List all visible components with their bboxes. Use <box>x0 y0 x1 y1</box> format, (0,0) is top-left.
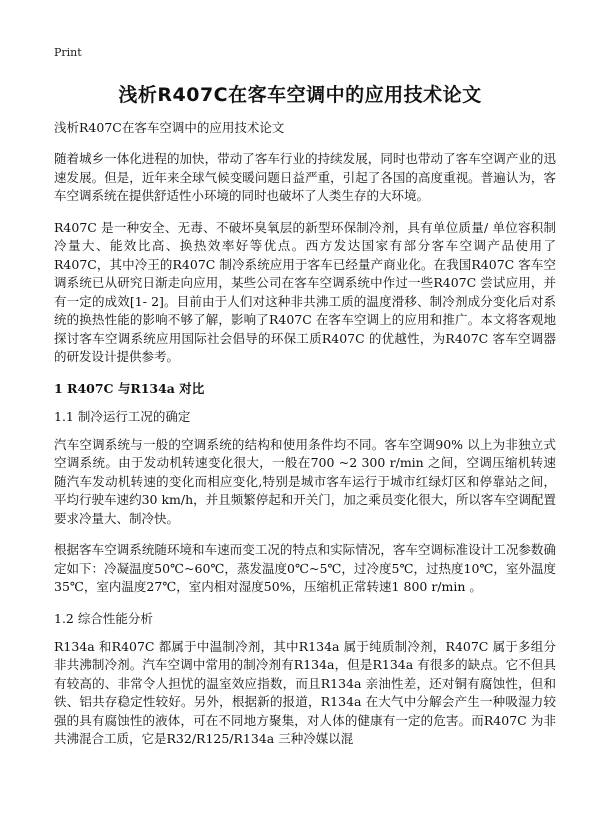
article-subtitle: 浅析R407C在客车空调中的应用技术论文 <box>54 120 285 135</box>
heading-section-1: 1 R407C 与R134a 对比 <box>54 380 205 396</box>
paragraph-intro: 随着城乡一体化进程的加快，带动了客车行业的持续发展，同时也带动了客车空调产业的迅速发展。但是，近年来全球气候变暖问题日益严重，引起了各国的高度重视。普遍认为，客车空调系统在提供舒适性小环境的同时也破坏了人类生存的大环境。 <box>54 151 556 203</box>
page-title: 浅析R407C在客车空调中的应用技术论文 <box>118 84 482 106</box>
heading-section-1-2: 1.2 综合性能分析 <box>54 610 153 626</box>
paragraph-r407c: R407C 是一种安全、无毒、不破坏臭氧层的新型环保制冷剂，具有单位质量/ 单位容积制冷量大、能效比高、换热效率好等优点。西方发达国家有部分客车空调产品使用了R407C，其中冷王的R407C 制冷系统应用于客车已经量产商业化。在我国R407C 客车空调系统已从研究日渐走向应用，某些公司在客车空调系统中作过一些R407C 尝试应用，并有一定的成效[1- 2]。目前由于人们对这种非共沸工质的温度滑移、制冷剂成分变化后对系统的换热性能的影响不够了解，影响了R407C 在客车空调上的应用和推广。本文将客观地探讨客车空调系统应用国际社会倡导的环保工质R407C 的优越性，为R407C 客车空调器的研发设计提供参考。 <box>54 219 556 364</box>
print-link[interactable]: Print <box>54 46 82 59</box>
paragraph-analysis: R134a 和R407C 都属于中温制冷剂，其中R134a 属于纯质制冷剂，R407C 属于多组分非共沸制冷剂。汽车空调中常用的制冷剂有R134a，但是R134a 有很多的缺点。它不但具有较高的、非常令人担忧的温室效应指数，而且R134a 亲油性差，还对铜有腐蚀性，但和铁、铝共存稳定性较好。另外，根据新的报道，R134a 在大气中分解会产生一种吸湿力较强的具有腐蚀性的液体，可在不同地方聚集，对人体的健康有一定的危害。而R407C 为非共沸混合工质，它是R32/R125/R134a 三种冷媒以混 <box>54 638 556 746</box>
paragraph-conditions-1: 汽车空调系统与一般的空调系统的结构和使用条件均不同。客车空调90% 以上为非独立式空调系统。由于发动机转速变化很大，一般在700 ~2 300 r/min 之间，空调压缩机转速随汽车发动机转速的变化而相应变化,特别是城市客车运行于城市红绿灯区和停靠站之间，平均行驶车速约30 km/h，并且频繁停起和开关门，加之乘员变化很大，所以客车空调配置要求冷量大、制冷快。 <box>54 436 556 526</box>
heading-section-1-1: 1.1 制冷运行工况的确定 <box>54 408 191 424</box>
paragraph-conditions-2: 根据客车空调系统随环境和车速而变工况的特点和实际情况，客车空调标准设计工况参数确定如下：冷凝温度50℃~60℃，蒸发温度0℃~5℃，过冷度5℃，过热度10℃，室外温度35℃，室内温度27℃，室内相对湿度50%，压缩机正常转速1 800 r/min 。 <box>54 542 556 594</box>
article-body <box>54 118 556 762</box>
